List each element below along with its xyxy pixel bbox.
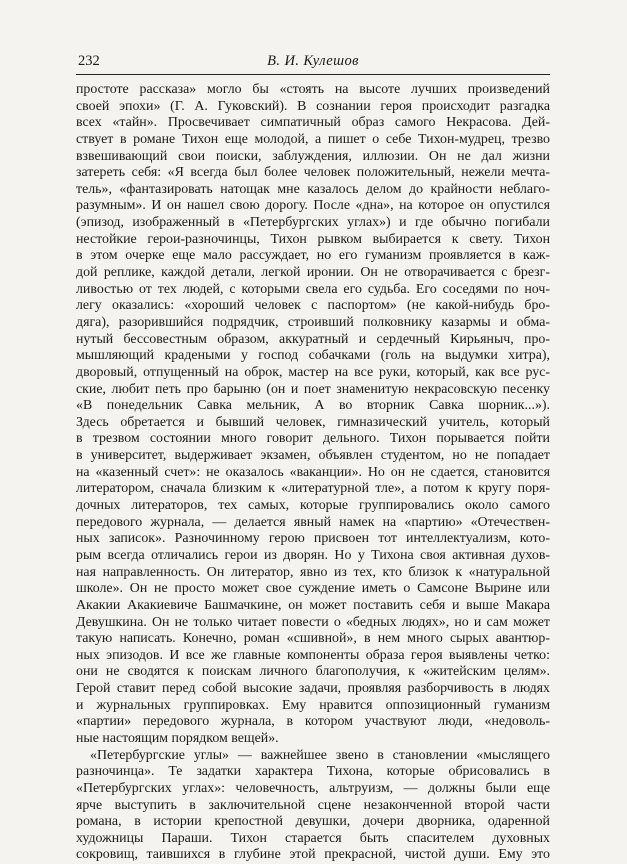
text-line: школе». Он не просто может свое суждение иметь о Самсоне Вырине или — [76, 581, 550, 597]
text-line: и журнальных группировках. Ему нравится оппозиционный гуманизм — [76, 697, 550, 713]
text-line: ствует в романе Тихон еще молодой, а пишет о себе Тихон-мудрец, трезво — [76, 131, 550, 147]
text-line: дочных литераторов, тех самых, которые группировались около самого — [76, 498, 550, 514]
text-line: всех «тайн». Просвечивает симпатичный образ самого Некрасова. Дей- — [76, 115, 550, 131]
page-header — [76, 50, 550, 75]
text-line: сокровищ, таившихся в глубине этой прекрасной, чистой души. Ему это — [76, 847, 550, 863]
text-line: Здесь обретается и бывший человек, гимназический учитель, который — [76, 414, 550, 430]
text-line: такую написать. Конечно, роман «сшивной», в нем много сырых авантюр- — [76, 631, 550, 647]
text-line: дой реплике, каждой детали, легкой иронии. Он не отворачивается с брезг- — [76, 265, 550, 281]
text-line: затереть себя: «Я всегда был более человек положительный, нежели мечта- — [76, 165, 550, 181]
text-line: романа, в истории крепостной девушки, дочери дворника, одаренной — [76, 814, 550, 830]
text-line: ных эпизодов. И все же главные компоненты образа героя выявлены четко: — [76, 647, 550, 663]
paragraph — [76, 748, 550, 864]
text-line: мышляющий крадеными у господ собачками (голь на выдумки хитра), — [76, 348, 550, 364]
text-line: в трезвом состоянии много говорит дельного. Тихон порывается пойти — [76, 431, 550, 447]
text-line: Акакии Акакиевиче Башмачкине, он может поставить себя и выше Макара — [76, 597, 550, 613]
text-line: ские, любит петь про барыню (он и поет знаменитую некрасовскую песенку — [76, 381, 550, 397]
text-line: они не сводятся к поискам личного благополучия, к «житейским целям». — [76, 664, 550, 680]
text-line: ная направленность. Он литератор, явно из тех, кто близок к «натуральной — [76, 564, 550, 580]
text-line: в этом очерке еще мало рассуждает, но его гуманизм проявляется в каж- — [76, 248, 550, 264]
text-line: художницы Параши. Тихон старается быть спасителем духовных — [76, 830, 550, 846]
text-line: своей эпохи» (Г. А. Гуковский). В сознании героя происходит разгадка — [76, 98, 550, 114]
text-line: тель», «фантазировать натощак мне казалось делом до крайности неблаго- — [76, 181, 550, 197]
text-line: передового журнала, — делается явный намек на «партию» «Отечествен- — [76, 514, 550, 530]
text-line: Девушкина. Он не только читает повести о «бедных людях», но и сам может — [76, 614, 550, 630]
text-line: взвешивающий свои поиски, заблуждения, иллюзии. Он не дал жизни — [76, 148, 550, 164]
running-title: В. И. Кулешов — [267, 53, 359, 69]
text-line: нутый бессовестным образом, аккуратный и сердечный Кирьяныч, про- — [76, 331, 550, 347]
text-line: ливостью от тех людей, с которыми свела его судьба. Его соседями по ноч- — [76, 281, 550, 297]
text-line: дворовый, отпущенный на оброк, мастер на все руки, который, как все рус- — [76, 364, 550, 380]
text-line: «Петербургских углах»: человечность, альтруизм, — должны были еще — [76, 780, 550, 796]
text-line: на «казенный счет»: не оказалось «ваканции». Но он не сдается, становится — [76, 464, 550, 480]
text-line: легу оказались: «хороший человек с паспортом» (не какой-нибудь бро- — [76, 298, 550, 314]
text-line: простоте рассказа» могло бы «стоять на высоте лучших произведений — [76, 82, 550, 97]
text-line: рым всегда отличались герои из дворян. Но у Тихона своя активная духов- — [76, 547, 550, 563]
page-number: 232 — [78, 53, 100, 69]
text-line: (эпизод, изображенный в «Петербургских углах») и где обычно погибали — [76, 215, 550, 231]
text-line: Герой ставит перед собой высокие задачи, проявляя разборчивость в людях — [76, 681, 550, 697]
text-line: разумным». И он нашел свою дорогу. После «дна», на которое он опустился — [76, 198, 550, 214]
text-line: ных записок». Разночинному герою присвоен тот интеллектуализм, кото- — [76, 531, 550, 547]
text-line: в университет, выдерживает экзамен, объявлен студентом, но не попадает — [76, 448, 550, 464]
text-line: «партии» передового журнала, в котором участвуют люди, «недоволь- — [76, 714, 550, 730]
text-line: нестойкие герои-разночинцы, Тихон рывком выбирается к свету. Тихон — [76, 231, 550, 247]
paragraph — [76, 82, 550, 748]
text-line: ные настоящим порядком вещей». — [76, 730, 279, 746]
text-line: «Петербургские углы» — важнейшее звено в становлении «мыслящего — [90, 747, 550, 763]
text-line: «В понедельник Савка мельник, А во вторник Савка шорник...»). — [76, 398, 550, 414]
body-text — [76, 82, 550, 864]
text-line: ярче выступить в заключительной сцене незаконченной второй части — [76, 797, 550, 813]
text-line: разночинца». Те задатки характера Тихона, которые обрисовались в — [76, 764, 550, 780]
text-line: литератором, сначала близким к «литературной тле», а потом к кругу поря- — [76, 481, 550, 497]
text-line: дяга), разорившийся подрядчик, строивший полковнику казармы и обма- — [76, 314, 550, 330]
